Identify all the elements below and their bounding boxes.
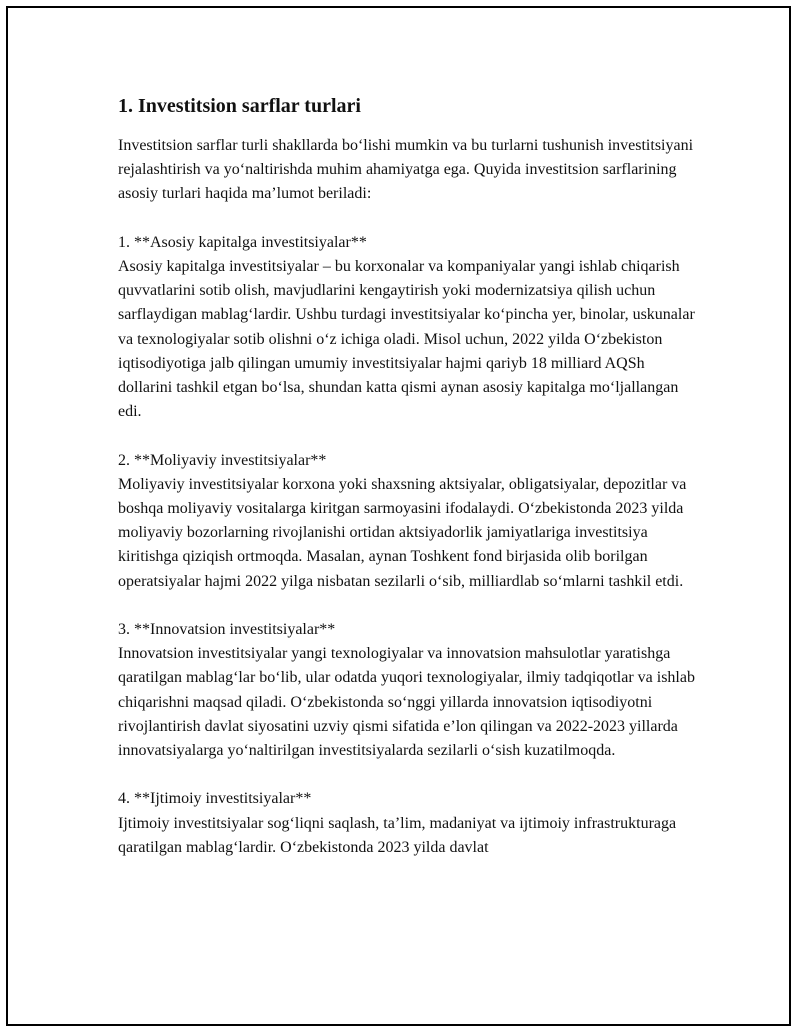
section-2-title: 2. **Moliyaviy investitsiyalar** — [118, 451, 327, 469]
section-2-body: Moliyaviy investitsiyalar korxona yoki shaxsning aktsiyalar, obligatsiyalar, depozitlar va boshqa moliyaviy vositalarga kiritgan sarmoyasini ifodalaydi. O‘zbekistonda 2023 yilda moliyaviy bozorlarning rivojlanishi ortidan aktsiyadorlik jamiyatlariga investitsiya kiritishga qiziqish ortmoqda. Masalan, aynan Toshkent fond birjasida olib borilgan operatsiyalar hajmi 2022 yilga nisbatan sezilarli o‘sib, milliardlab so‘mlarni tashkil etdi. — [118, 475, 687, 590]
section-4-title: 4. **Ijtimoiy investitsiyalar** — [118, 790, 312, 808]
intro-paragraph: Investitsion sarflar turli shakllarda bo‘lishi mumkin va bu turlarni tushunish investitsiyani rejalashtirish va yo‘naltirishda muhim ahamiyatga ega. Quyida investitsion sarflarining asosiy turlari haqida ma’lumot beriladi: — [118, 137, 694, 203]
section-3-body: Innovatsion investitsiyalar yangi texnologiyalar va innovatsion mahsulotlar yaratishga qaratilgan mablag‘lar bo‘lib, ular odatda yuqori texnologiyalar, ilmiy tadqiqotlar va ishlab chiqarishni maqsad qiladi. O‘zbekistonda so‘nggi yillarda innovatsion iqtisodiyotni rivojlantirish davlat siyosatini uzviy qismi sifatida e’lon qilingan va 2022-2023 yillarda innovatsiyalarga yo‘naltirilgan investitsiyalarda sezilarli o‘sish kuzatilmoqda. — [118, 645, 695, 760]
paragraph-gap — [118, 763, 698, 787]
section-heading: 1. Investitsion sarflar turlari — [118, 95, 361, 117]
paragraph-gap — [118, 424, 698, 448]
document-body — [118, 92, 698, 860]
paragraph-gap — [118, 594, 698, 618]
section-4-body: Ijtimoiy investitsiyalar sog‘liqni saqlash, ta’lim, madaniyat va ijtimoiy infrastrukturaga qaratilgan mablag‘lardir. O‘zbekistonda 2023 yilda davlat — [118, 814, 677, 856]
section-1-title: 1. **Asosiy kapitalga investitsiyalar** — [118, 233, 367, 251]
section-1-body: Asosiy kapitalga investitsiyalar – bu korxonalar va kompaniyalar yangi ishlab chiqarish quvvatlarini sotib olish, mavjudlarini kengaytirish yoki modernizatsiya qilish uchun sarflaydigan mablag‘lardir. Ushbu turdagi investitsiyalar ko‘pincha yer, binolar, uskunalar va texnologiyalar sotib olishni o‘z ichiga oladi. Misol uchun, 2022 yilda O‘zbekiston iqtisodiyotiga jalb qilingan umumiy investitsiyalar hajmi qariyb 18 milliard AQSh dollarini tashkil etgan bo‘lsa, shundan katta qismi aynan asosiy kapitalga mo‘ljallangan edi. — [118, 258, 695, 421]
paragraph-gap — [118, 207, 698, 231]
section-3-title: 3. **Innovatsion investitsiyalar** — [118, 621, 336, 639]
